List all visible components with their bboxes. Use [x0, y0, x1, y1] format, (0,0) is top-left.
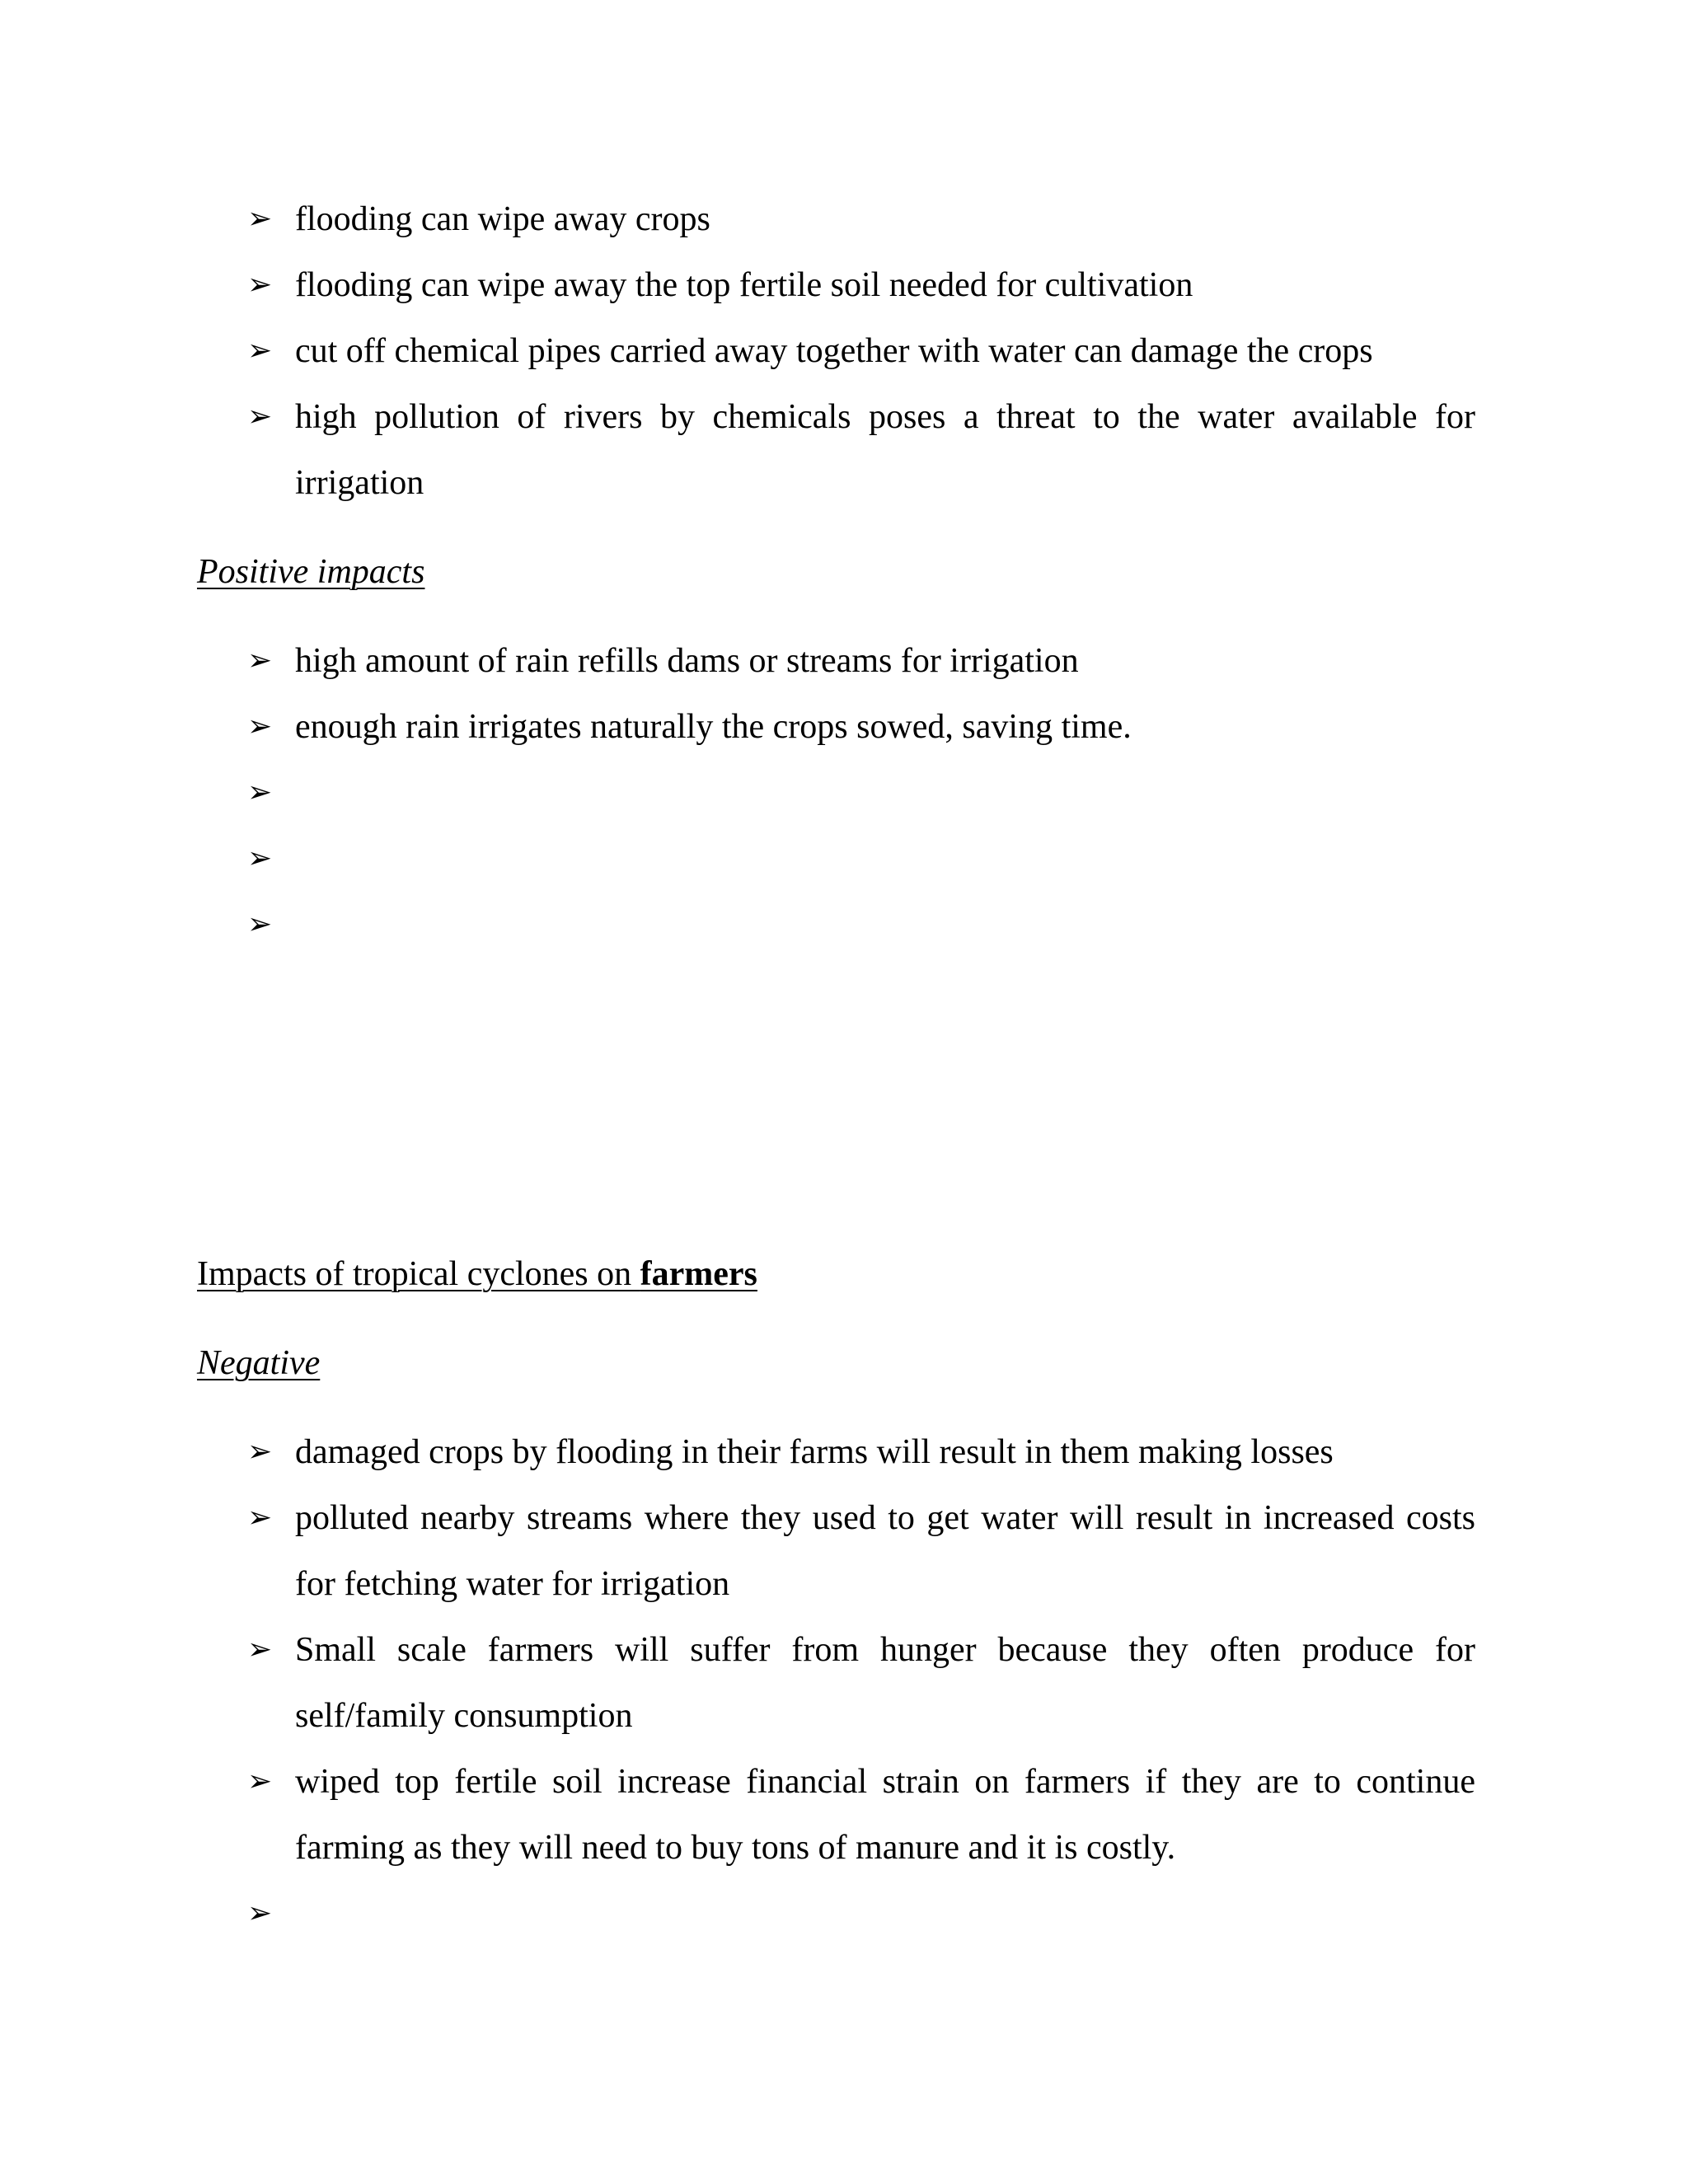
arrow-bullet-icon: ➢ [247, 268, 273, 302]
heading-bold-text: farmers [640, 1255, 757, 1293]
list-item-text: polluted nearby streams where they used to get water will result in increased costs for fetching water for irrigation [295, 1499, 1475, 1603]
list-item-text [295, 760, 1475, 826]
list-item-text [295, 1881, 1475, 1947]
list-item-text: high amount of rain refills dams or streams for irrigation [295, 642, 1079, 680]
list-item [0, 318, 1475, 384]
positive-impacts-heading: Positive impacts [197, 553, 425, 591]
list-item-text: damaged crops by flooding in their farms will result in them making losses [295, 1433, 1334, 1471]
positive-impacts-list [0, 628, 1475, 958]
list-item [0, 1419, 1475, 1485]
list-item-text: cut off chemical pipes carried away together with water can damage the crops [295, 332, 1373, 370]
list-item-text [295, 826, 1475, 892]
list-item [0, 186, 1475, 252]
list-item [0, 1485, 1475, 1617]
farmers-negative-list [0, 1419, 1475, 1947]
arrow-bullet-icon: ➢ [247, 1765, 273, 1798]
farmers-section-heading [197, 1249, 757, 1299]
list-item [0, 384, 1475, 516]
arrow-bullet-icon: ➢ [247, 1896, 273, 1930]
negative-subheading: Negative [197, 1344, 321, 1382]
list-item [0, 628, 1475, 694]
arrow-bullet-icon: ➢ [247, 1435, 273, 1469]
arrow-bullet-icon: ➢ [247, 334, 273, 368]
list-item [0, 826, 1475, 892]
arrow-bullet-icon: ➢ [247, 202, 273, 236]
list-item [0, 1617, 1475, 1749]
list-item [0, 760, 1475, 826]
list-item [0, 252, 1475, 318]
arrow-bullet-icon: ➢ [247, 710, 273, 743]
arrow-bullet-icon: ➢ [247, 841, 273, 875]
list-item [0, 694, 1475, 760]
list-item-text [295, 892, 1475, 958]
list-item-text: high pollution of rivers by chemicals poses a threat to the water available for irrigation [295, 398, 1475, 502]
arrow-bullet-icon: ➢ [247, 1501, 273, 1535]
list-item-text: wiped top fertile soil increase financial strain on farmers if they are to continue farming as they will need to buy tons of manure and it is costly. [295, 1763, 1475, 1867]
heading-text: Impacts of tropical cyclones on [197, 1255, 640, 1293]
negative-impacts-list [0, 186, 1475, 516]
list-item-text: flooding can wipe away crops [295, 200, 710, 238]
list-item-text: Small scale farmers will suffer from hunger because they often produce for self/family consumption [295, 1631, 1475, 1735]
arrow-bullet-icon: ➢ [247, 400, 273, 434]
list-item-text: enough rain irrigates naturally the crops sowed, saving time. [295, 708, 1132, 746]
arrow-bullet-icon: ➢ [247, 644, 273, 677]
arrow-bullet-icon: ➢ [247, 776, 273, 809]
list-item [0, 892, 1475, 958]
list-item [0, 1749, 1475, 1881]
arrow-bullet-icon: ➢ [247, 1633, 273, 1666]
arrow-bullet-icon: ➢ [247, 907, 273, 941]
list-item [0, 1881, 1475, 1947]
list-item-text: flooding can wipe away the top fertile soil needed for cultivation [295, 266, 1193, 304]
